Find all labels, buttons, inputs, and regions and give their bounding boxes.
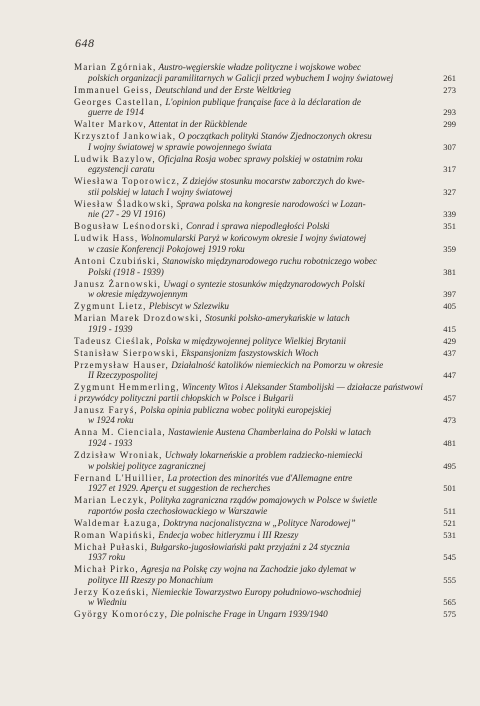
entry-page-number: 437 — [443, 347, 456, 358]
entry-page-number: 273 — [443, 84, 456, 95]
page-number: 648 — [75, 36, 95, 50]
entry-title: Z dziejów stosunku mocarstw zaborczych do kwe- — [180, 176, 365, 187]
entry-page-number: 447 — [443, 370, 456, 381]
entry-page-number: 351 — [443, 221, 456, 232]
entry-title: Die polnische Frage in Ungarn 1939/1940 — [167, 609, 328, 620]
entry-title: Uchwały lokarneńskie a problem radziecko-niemiecki — [162, 450, 363, 460]
entry-title: Sprawa polska na kongresie narodowości w Lozan- — [174, 198, 366, 209]
entry-title-continuation: 1924 - 1933 — [88, 438, 133, 449]
entry-title: L'opinion publique française face à la déclaration de — [163, 96, 361, 107]
entry-page-number: 261 — [443, 72, 456, 83]
toc-entry — [74, 348, 456, 359]
entry-title-continuation: guerre de 1914 — [88, 107, 144, 118]
entry-title: La protection des minorités vue d'Allemagne entre — [165, 472, 353, 483]
entry-page-number: 293 — [443, 107, 456, 118]
entry-page-number: 545 — [443, 552, 456, 563]
entry-title-continuation: 1927 et 1929. Aperçu et suggestion de recherches — [88, 483, 271, 494]
entry-title-continuation: II Rzeczypospolitej — [88, 370, 158, 381]
entry-title: O początkach polityki Stanów Zjednoczonych okresu — [176, 131, 372, 142]
entry-page-number: 495 — [443, 460, 456, 471]
entry-author: Immanuel Geiss, — [74, 84, 153, 95]
entry-title: Wolnomularski Paryż w końcowym okresie I wojny światowej — [138, 233, 367, 244]
entry-author: Bogusław Leśnodorski, — [74, 221, 184, 232]
entry-title: Doktryna nacjonalistyczna w „Polityce Narodowej” — [160, 517, 356, 528]
toc-entry — [74, 473, 456, 494]
toc-entry — [74, 313, 456, 334]
table-of-contents — [74, 62, 456, 621]
entry-author: Antoni Czubiński, — [74, 256, 161, 266]
toc-entry — [74, 405, 456, 426]
entry-author: Walter Markov, — [74, 119, 147, 130]
entry-title-continuation: egzystencji caratu — [88, 164, 155, 175]
entry-title-continuation: polityce III Rzeszy po Monachium — [88, 574, 214, 585]
toc-entry — [74, 85, 456, 96]
entry-author: Anna M. Cienciala, — [74, 427, 166, 438]
toc-entry — [74, 336, 456, 347]
toc-entry — [74, 279, 456, 300]
entry-title: Endecja wobec hitleryzmu i III Rzeszy — [155, 529, 299, 540]
entry-title: Austro-węgierskie władze polityczne i wojskowe wobec — [156, 62, 362, 72]
entry-page-number: 501 — [443, 483, 456, 494]
toc-entry — [74, 360, 456, 381]
entry-author: Ludwik Bazylow, — [74, 153, 156, 164]
entry-page-number: 531 — [443, 529, 456, 540]
entry-page-number: 397 — [443, 289, 456, 300]
entry-author: Fernand L'Huillier, — [74, 472, 166, 483]
entry-author: Marian Marek Drozdowski, — [74, 313, 203, 324]
entry-page-number: 481 — [443, 438, 456, 449]
entry-author: Waldemar Łazuga, — [74, 517, 161, 528]
entry-title-continuation: I wojny światowej w sprawie powojennego świata — [88, 141, 272, 152]
toc-entry — [74, 587, 456, 608]
entry-author: Jerzy Kozeński, — [74, 586, 150, 597]
entry-author: Stanisław Sierpowski, — [74, 347, 179, 358]
entry-author: Michał Pułaski, — [74, 541, 149, 552]
entry-title-continuation: polskich organizacji paramilitarnych w Galicji przed wybuchem I wojny światowej — [88, 72, 394, 83]
entry-page-number: 339 — [443, 209, 456, 220]
toc-entry — [74, 233, 456, 254]
toc-entry — [74, 609, 456, 620]
entry-page-number: 381 — [443, 266, 456, 277]
entry-author: György Komoróczy, — [74, 609, 168, 620]
entry-author: Przemysław Hauser, — [74, 359, 169, 370]
entry-author: Ludwik Hass, — [74, 233, 139, 244]
entry-title-continuation: w polskiej polityce zagranicznej — [88, 460, 206, 471]
entry-author: Marian Zgórniak, — [74, 62, 157, 72]
entry-title: Attentat in der Rückblende — [146, 119, 248, 130]
entry-author: Tadeusz Cieślak, — [74, 335, 154, 346]
entry-page-number: 415 — [443, 323, 456, 334]
entry-title-continuation: raportów posła czechosłowackiego w Warszawie — [88, 505, 268, 516]
entry-title-continuation: w 1924 roku — [88, 415, 134, 426]
entry-title-continuation: Polski (1918 - 1939) — [88, 266, 164, 277]
entry-title: Wincenty Witos i Aleksander Stambolijski — działacze państwowi i przywódcy polityczni partii chłopskich w Polsce i Bułgarii — [74, 382, 423, 403]
entry-title: Deutschland und der Erste Weltkrieg — [152, 84, 291, 95]
toc-entry — [74, 427, 456, 448]
entry-title: Polska w międzywojennej polityce Wielkiej Brytanii — [153, 335, 347, 346]
entry-page-number: 299 — [443, 119, 456, 130]
entry-title-continuation: stii polskiej w latach I wojny światowej — [88, 186, 233, 197]
toc-entry — [74, 176, 456, 197]
entry-title-continuation: w czasie Konferencji Pokojowej 1919 roku — [88, 244, 245, 255]
toc-entry — [74, 256, 456, 277]
toc-entry — [74, 301, 456, 312]
entry-page-number: 359 — [443, 244, 456, 255]
entry-title: Stosunki polsko-amerykańskie w latach — [202, 313, 350, 324]
toc-entry — [74, 564, 456, 585]
toc-entry — [74, 131, 456, 152]
toc-entry — [74, 530, 456, 541]
toc-entry — [74, 518, 456, 529]
toc-entry — [74, 542, 456, 563]
entry-title: Bułgarsko-jugosłowiański pakt przyjaźni z 24 stycznia — [148, 541, 350, 552]
entry-page-number: 317 — [443, 164, 456, 175]
entry-title: Plebiscyt w Szlezwiku — [146, 301, 229, 312]
entry-title: Ekspansjonizm faszystowskich Włoch — [178, 347, 319, 358]
toc-entry — [74, 221, 456, 232]
entry-page-number: 473 — [443, 415, 456, 426]
entry-page-number: 565 — [443, 597, 456, 608]
entry-author: Zdzisław Wroniak, — [74, 450, 163, 460]
entry-page-number: 429 — [443, 335, 456, 346]
entry-author: Wiesława Toporowicz, — [74, 176, 181, 187]
toc-entry — [74, 119, 456, 130]
entry-title-continuation: nie (27 - 29 VI 1916) — [88, 209, 166, 220]
toc-entry — [74, 382, 456, 403]
entry-page-number: 327 — [443, 186, 456, 197]
toc-entry — [74, 450, 456, 471]
entry-author: Wiesław Śladkowski, — [74, 198, 175, 209]
toc-entry — [74, 62, 456, 83]
entry-author: Janusz Faryś, — [74, 404, 138, 415]
entry-title-continuation: w Wiedniu — [88, 597, 127, 608]
entry-title: Stanowisko międzynarodowego ruchu robotniczego wobec — [160, 256, 378, 266]
toc-entry — [74, 97, 456, 118]
entry-author: Michał Pirko, — [74, 564, 139, 575]
entry-title-continuation: w okresie międzywojennym — [88, 289, 188, 300]
entry-title: Agresja na Polskę czy wojna na Zachodzie jako dylemat w — [138, 564, 356, 575]
entry-page-number: 555 — [443, 574, 456, 585]
entry-title: Niemieckie Towarzystwo Europy południowo-wschodniej — [149, 586, 362, 597]
entry-title: Polityka zagraniczna rządów pomajowych w Polsce w świetle — [147, 495, 378, 506]
entry-page-number: 511 — [443, 505, 456, 516]
entry-page-number: 405 — [443, 301, 456, 312]
entry-author: Georges Castellan, — [74, 96, 164, 107]
toc-entry — [74, 199, 456, 220]
entry-title: Działalność katolików niemieckich na Pomorzu w okresie — [168, 359, 384, 370]
entry-author: Janusz Żarnowski, — [74, 278, 162, 289]
entry-author: Roman Wapiński, — [74, 529, 156, 540]
entry-title: Uwagi o syntezie stosunków międzynarodowych Polski — [161, 278, 365, 289]
entry-page-number: 457 — [443, 392, 456, 403]
entry-title: Polska opinia publiczna wobec polityki europejskiej — [137, 404, 332, 415]
entry-author: Krzysztof Jankowiak, — [74, 131, 177, 142]
entry-author: Zygmunt Lietz, — [74, 301, 147, 312]
entry-author: Zygmunt Hemmerling, — [74, 382, 180, 393]
entry-page-number: 307 — [443, 141, 456, 152]
entry-title: Conrad i sprawa niepodległości Polski — [183, 221, 330, 232]
entry-title: Oficjalna Rosja wobec sprawy polskiej w ostatnim roku — [155, 153, 363, 164]
entry-title: Nastawienie Austena Chamberlaina do Polski w latach — [165, 427, 372, 438]
entry-page-number: 575 — [443, 609, 456, 620]
toc-entry — [74, 495, 456, 516]
entry-page-number: 521 — [443, 517, 456, 528]
entry-author: Marian Leczyk, — [74, 495, 148, 506]
entry-title-continuation: 1937 roku — [88, 552, 126, 563]
toc-entry — [74, 154, 456, 175]
entry-title-continuation: 1919 - 1939 — [88, 323, 133, 334]
